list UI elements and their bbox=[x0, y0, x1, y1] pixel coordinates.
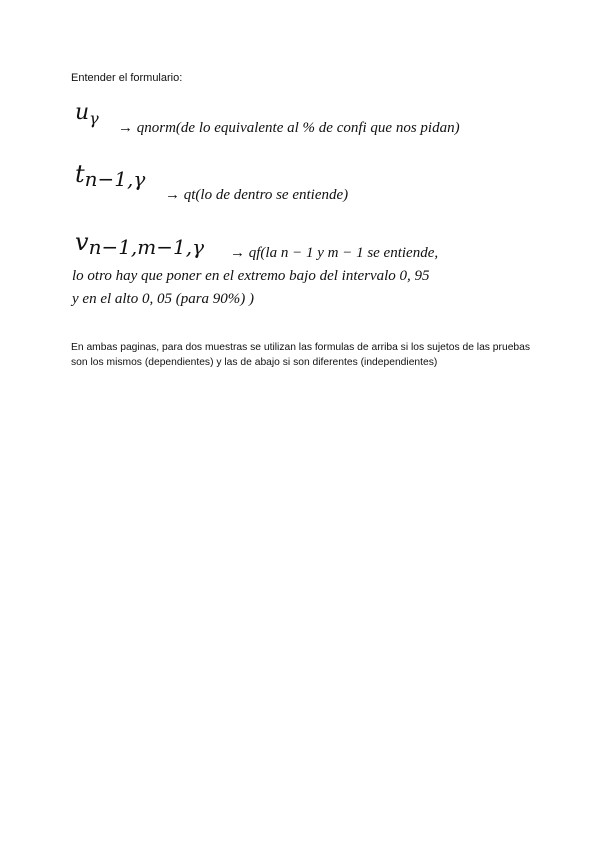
t-symbol-subscript: n−1,γ bbox=[84, 167, 146, 191]
v-symbol bbox=[75, 228, 205, 259]
intro-text: Entender el formulario: bbox=[71, 72, 183, 84]
note-paragraph: En ambas paginas, para dos muestras se utilizan las formulas de arriba si los sujetos de las pruebas son los mismos (dependientes) y las de abajo si son diferentes (independientes) bbox=[71, 342, 531, 368]
v-symbol-subscript: n−1,m−1,γ bbox=[88, 235, 205, 259]
u-gamma-symbol bbox=[75, 100, 99, 128]
v-description-line1: → qf(la n − 1 y m − 1 se entiende, bbox=[230, 245, 439, 261]
t-description: → qt(lo de dentro se entiende) bbox=[165, 187, 349, 203]
v-description-line2: lo otro hay que poner en el extremo bajo del intervalo 0, 95 bbox=[72, 268, 430, 284]
t-symbol bbox=[75, 160, 146, 191]
v-symbol-base: v bbox=[75, 228, 89, 256]
t-symbol-base: t bbox=[75, 160, 85, 188]
u-description: → qnorm(de lo equivalente al % de confi que nos pidan) bbox=[118, 120, 460, 136]
u-symbol-subscript: γ bbox=[89, 109, 99, 128]
u-symbol-base: u bbox=[75, 100, 90, 125]
v-description-line3: y en el alto 0, 05 (para 90%) ) bbox=[72, 291, 255, 307]
